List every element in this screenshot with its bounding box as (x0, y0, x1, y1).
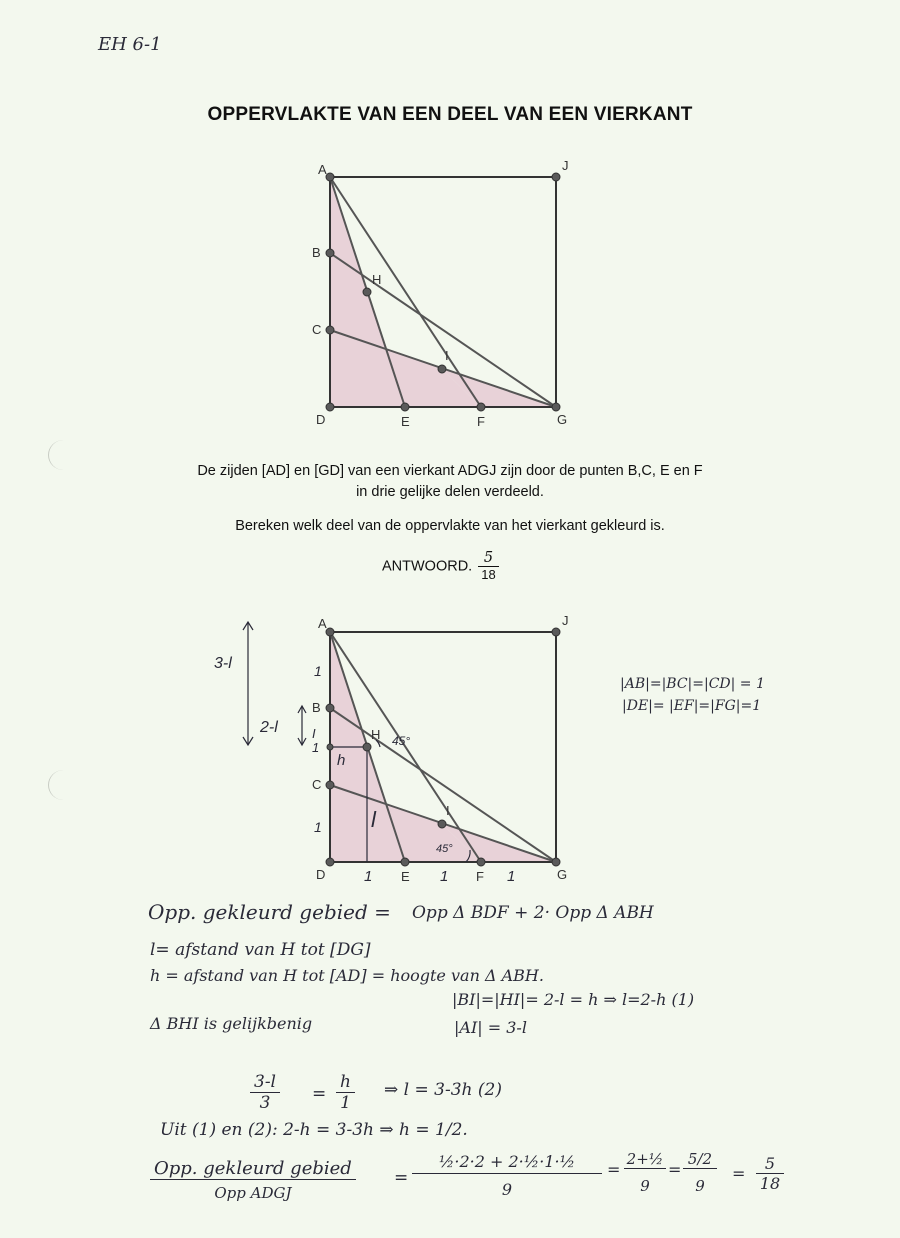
bhi-isosceles: Δ BHI is gelijkbenig (150, 1014, 313, 1033)
final-equals: = (394, 1168, 409, 1188)
point-e-2 (401, 858, 409, 866)
final-numerator: ½·2·2 + 2·½·1·½ (412, 1152, 602, 1174)
point-d-2 (326, 858, 334, 866)
problem-line-2: in drie gelijke delen verdeeld. (356, 484, 544, 500)
seg-fg-1: 1 (507, 868, 516, 885)
label-a-2: A (318, 616, 327, 631)
label-c-2: C (312, 777, 322, 792)
step3-equals: = (668, 1160, 682, 1179)
mark-i: I (312, 726, 316, 741)
step2-equals: = (607, 1160, 621, 1179)
seg-de-1: 1 (364, 868, 373, 885)
point-d (326, 403, 334, 411)
final-denominator: 9 (501, 1180, 513, 1199)
step2-fraction (624, 1150, 666, 1195)
angle-45-f: 45° (436, 843, 453, 855)
page-code: EH 6-1 (98, 34, 162, 55)
answer-label: ANTWOORD. (382, 558, 473, 575)
answer-numerator: 5 (478, 550, 498, 567)
step3-numerator: 5/2 (683, 1150, 717, 1169)
answer-fraction (478, 550, 498, 583)
diagram-2 (0, 610, 900, 890)
area-line-lhs: Opp. gekleurd gebied = (148, 900, 391, 924)
point-g-2 (552, 858, 560, 866)
punch-hole-1 (48, 440, 79, 470)
point-b (326, 249, 334, 257)
ratio-result: ⇒ l = 3-3h (2) (384, 1080, 502, 1100)
point-e (401, 403, 409, 411)
label-d: D (316, 412, 326, 427)
angle-45-h: 45° (392, 734, 411, 748)
point-a-2 (326, 628, 334, 636)
label-e-2: E (401, 869, 410, 884)
point-i-2 (438, 820, 446, 828)
label-c: C (312, 322, 322, 337)
label-i-2: I (446, 803, 450, 818)
point-h (363, 288, 371, 296)
step2-denominator: 9 (640, 1177, 650, 1195)
l-definition: l= afstand van H tot [DG] (150, 940, 371, 960)
step3-fraction (683, 1150, 717, 1195)
label-j: J (562, 158, 569, 173)
problem-line-1: De zijden [AD] en [GD] van een vierkant ADGJ zijn door de punten B,C, E en F (197, 463, 703, 479)
label-b-2: B (312, 700, 321, 715)
side-equation-1: |AB|=|BC|=|CD| = 1 (620, 676, 765, 692)
label-j-2: J (562, 613, 569, 628)
ratio-right-den: 1 (340, 1093, 351, 1113)
step3-denominator: 9 (695, 1177, 705, 1195)
step2-numerator: 2+½ (624, 1150, 666, 1169)
result-fraction (756, 1154, 784, 1193)
ratio-num: 3-l (250, 1072, 280, 1093)
label-l-dist: l (371, 807, 376, 832)
result-denominator: 18 (759, 1174, 781, 1193)
h-definition: h = afstand van H tot [AD] = hoogte van Δ ABH. (150, 966, 544, 985)
ratio-equals: = (312, 1084, 327, 1104)
label-h-dist: h (337, 752, 346, 769)
equation-ai: |AI| = 3-l (454, 1018, 527, 1037)
ratio-den: 3 (259, 1093, 271, 1113)
label-h: H (372, 272, 382, 287)
seg-cd-1: 1 (314, 819, 322, 835)
answer-denominator: 18 (481, 567, 496, 582)
seg-ab-1: 1 (314, 663, 322, 679)
final-fraction (412, 1152, 602, 1199)
point-f-2 (477, 858, 485, 866)
ratio-right (336, 1072, 355, 1113)
final-label: Opp. gekleurd gebied (150, 1158, 356, 1180)
result-equals: = (732, 1164, 746, 1183)
problem-question: Bereken welk deel van de oppervlakte van het vierkant gekleurd is. (235, 518, 665, 534)
seg-bi-1: 1 (312, 740, 320, 755)
label-f: F (477, 414, 485, 429)
label-g: G (557, 412, 568, 427)
label-e: E (401, 414, 410, 429)
ratio-left (250, 1072, 280, 1113)
ratio-right-num: h (336, 1072, 355, 1093)
page-title: OPPERVLAKTE VAN EEN DEEL VAN EEN VIERKANT (207, 104, 693, 125)
label-2-l: 2-l (260, 719, 278, 736)
label-g-2: G (557, 867, 568, 882)
label-d-2: D (316, 867, 326, 882)
solve-line: Uit (1) en (2): 2-h = 3-3h ⇒ h = 1/2. (160, 1120, 468, 1140)
equation-1: |BI|=|HI|= 2-l = h ⇒ l=2-h (1) (452, 990, 695, 1009)
point-j (552, 173, 560, 181)
point-i (438, 365, 446, 373)
point-a (326, 173, 334, 181)
result-numerator: 5 (756, 1154, 784, 1174)
point-b-2 (326, 704, 334, 712)
point-c (326, 326, 334, 334)
label-3-l: 3-l (214, 655, 232, 672)
side-equation-2: |DE|= |EF|=|FG|=1 (622, 698, 762, 714)
point-i-left-2 (327, 744, 333, 750)
answer (382, 550, 499, 583)
final-fraction-label (150, 1158, 356, 1202)
seg-ef-1: 1 (440, 868, 449, 885)
label-f-2: F (476, 869, 484, 884)
area-line-rhs: Opp Δ BDF + 2· Opp Δ ABH (412, 903, 654, 923)
point-f (477, 403, 485, 411)
point-h-2 (363, 743, 371, 751)
point-c-2 (326, 781, 334, 789)
label-a: A (318, 162, 327, 177)
label-h-2: H (371, 727, 381, 742)
punch-hole-2 (48, 770, 79, 800)
label-i: I (445, 348, 449, 363)
label-b: B (312, 245, 321, 260)
point-g (552, 403, 560, 411)
final-sub: Opp ADGJ (214, 1184, 292, 1202)
point-j-2 (552, 628, 560, 636)
